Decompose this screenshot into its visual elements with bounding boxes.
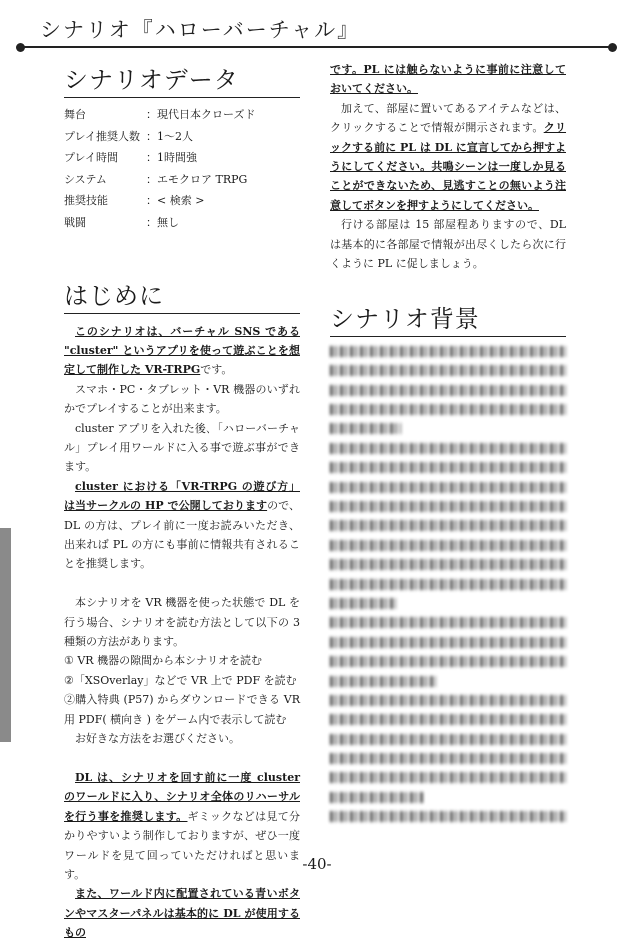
header-dot-right	[608, 43, 617, 52]
intro-p8-emphasis: また、ワールド内に配置されている青いボタンやマスターパネルは基本的に DL が使用するもの	[64, 887, 300, 940]
redacted-line	[330, 637, 566, 648]
redacted-line	[330, 443, 566, 454]
read-option: ① VR 機器の隙間から本シナリオを読む	[64, 654, 262, 668]
redacted-line	[330, 753, 566, 764]
continued-emphasis: クリックする前に PL は DL に宣言してから押すようにしてください。共鳴シーンは一度しか見ることができないため、見逃すことの無いよう注意してボタンを押すようにしてください。	[330, 121, 567, 212]
intro-paragraph	[64, 477, 300, 574]
data-row	[64, 169, 300, 191]
redacted-line	[330, 676, 436, 687]
scenario-data-table	[64, 104, 300, 234]
redacted-line	[330, 346, 566, 357]
redacted-line	[330, 714, 566, 725]
data-key: 推奨技能	[64, 194, 108, 208]
redacted-line	[330, 598, 396, 609]
redacted-line	[330, 811, 566, 822]
intro-p1-emphasis: このシナリオは、バーチャル SNS である "cluster" というアプリを使って遊ぶことを想定して制作した VR-TRPG	[64, 324, 300, 377]
data-key: プレイ時間	[64, 151, 119, 165]
redacted-line	[330, 540, 566, 551]
redacted-line	[330, 365, 566, 376]
intro-paragraph: お好きな方法をお選びください。	[75, 732, 240, 746]
read-option: ②「XSOverlay」などで VR 上で PDF を読む	[64, 673, 297, 687]
data-row	[64, 212, 300, 234]
data-value: ：1時間強	[146, 151, 197, 165]
intro-paragraph: スマホ・PC・タブレット・VR 機器のいずれかでプレイすることが出来ます。	[64, 382, 300, 416]
intro-paragraph	[64, 884, 300, 942]
read-option: ②購入特典 (P57) からダウンロードできる VR 用 PDF( 横向き ) をゲーム内で表示して読む	[64, 693, 300, 726]
data-row	[64, 147, 300, 169]
redacted-line	[330, 404, 566, 415]
redacted-line	[330, 617, 566, 628]
data-value: ：無し	[146, 215, 179, 229]
header-rule	[20, 46, 612, 48]
page-number: -40-	[302, 855, 332, 873]
intro-title: はじめに	[64, 276, 300, 314]
continued-paragraph: 行ける部屋は 15 部屋程ありますので、DL は基本的に各部屋で情報が出尽くしたら次に行くように PL に促しましょう。	[330, 218, 566, 271]
data-value: ：< 検索 >	[146, 194, 205, 208]
data-value: ：エモクロア TRPG	[146, 172, 248, 186]
redacted-line	[330, 520, 566, 531]
redacted-background-text	[330, 346, 566, 822]
intro-p1-tail: です。	[200, 363, 233, 377]
intro-paragraph	[64, 322, 300, 380]
redacted-line	[330, 559, 566, 570]
redacted-line	[330, 482, 566, 493]
redacted-line	[330, 385, 566, 396]
redacted-line	[330, 734, 566, 745]
redacted-line	[330, 656, 566, 667]
data-value: ：1～2人	[146, 129, 193, 143]
continued-paragraph	[330, 60, 566, 99]
intro-paragraph: 本シナリオを VR 機器を使った状態で DL を行う場合、シナリオを読む方法として以下の 3 種類の方法があります。	[64, 596, 300, 649]
intro-p7-tail: ギミックなどは見て分かりやすいよう制作しておりますが、ぜひ一度ワールドを見て回っていただければと思います。	[64, 809, 301, 881]
right-column	[330, 60, 566, 831]
intro-p4-tail: ので、DL の方は、プレイ前に一度お読みいただき、出来れば PL の方にも事前に情報共有されることを推奨します。	[64, 499, 300, 571]
data-row	[64, 126, 300, 148]
side-tab-marker	[0, 528, 11, 742]
spacer	[64, 748, 300, 767]
scenario-data-title: シナリオデータ	[64, 60, 300, 98]
redacted-line	[330, 462, 566, 473]
data-key: システム	[64, 172, 107, 186]
redacted-line	[330, 772, 566, 783]
intro-body	[64, 322, 300, 943]
spacer	[64, 574, 300, 593]
continued-paragraph	[330, 99, 566, 215]
continued-text: 加えて、部屋に置いてあるアイテムなどは、クリックすることで情報が開示されます。	[330, 101, 566, 135]
data-row	[64, 190, 300, 212]
intro-paragraph: cluster アプリを入れた後､「ハローバーチャル」プレイ用ワールドに入る事で遊ぶ事ができます。	[64, 421, 300, 474]
redacted-line	[330, 695, 566, 706]
data-key: 戦闘	[64, 215, 86, 229]
redacted-line	[330, 792, 424, 803]
left-column	[64, 60, 300, 943]
data-row	[64, 104, 300, 126]
redacted-line	[330, 579, 566, 590]
intro-p7-emphasis: DL は、シナリオを回す前に一度 cluster のワールドに入り、シナリオ全体のリハーサルを行う事を推奨します。	[64, 770, 300, 823]
background-title: シナリオ背景	[330, 299, 566, 337]
intro-p4-emphasis: cluster における「VR-TRPG の遊び方」は当サークルの HP で公開しております	[64, 479, 300, 513]
data-value: ：現代日本クローズド	[146, 108, 256, 121]
header-title: シナリオ『ハローバーチャル』	[40, 18, 361, 42]
data-key: 舞台	[64, 108, 86, 121]
redacted-line	[330, 423, 401, 434]
redacted-line	[330, 501, 566, 512]
data-key: プレイ推奨人数	[64, 129, 141, 143]
continued-emphasis: です。PL には触らないように事前に注意しておいてください。	[330, 63, 566, 96]
header-dot-left	[16, 43, 25, 52]
